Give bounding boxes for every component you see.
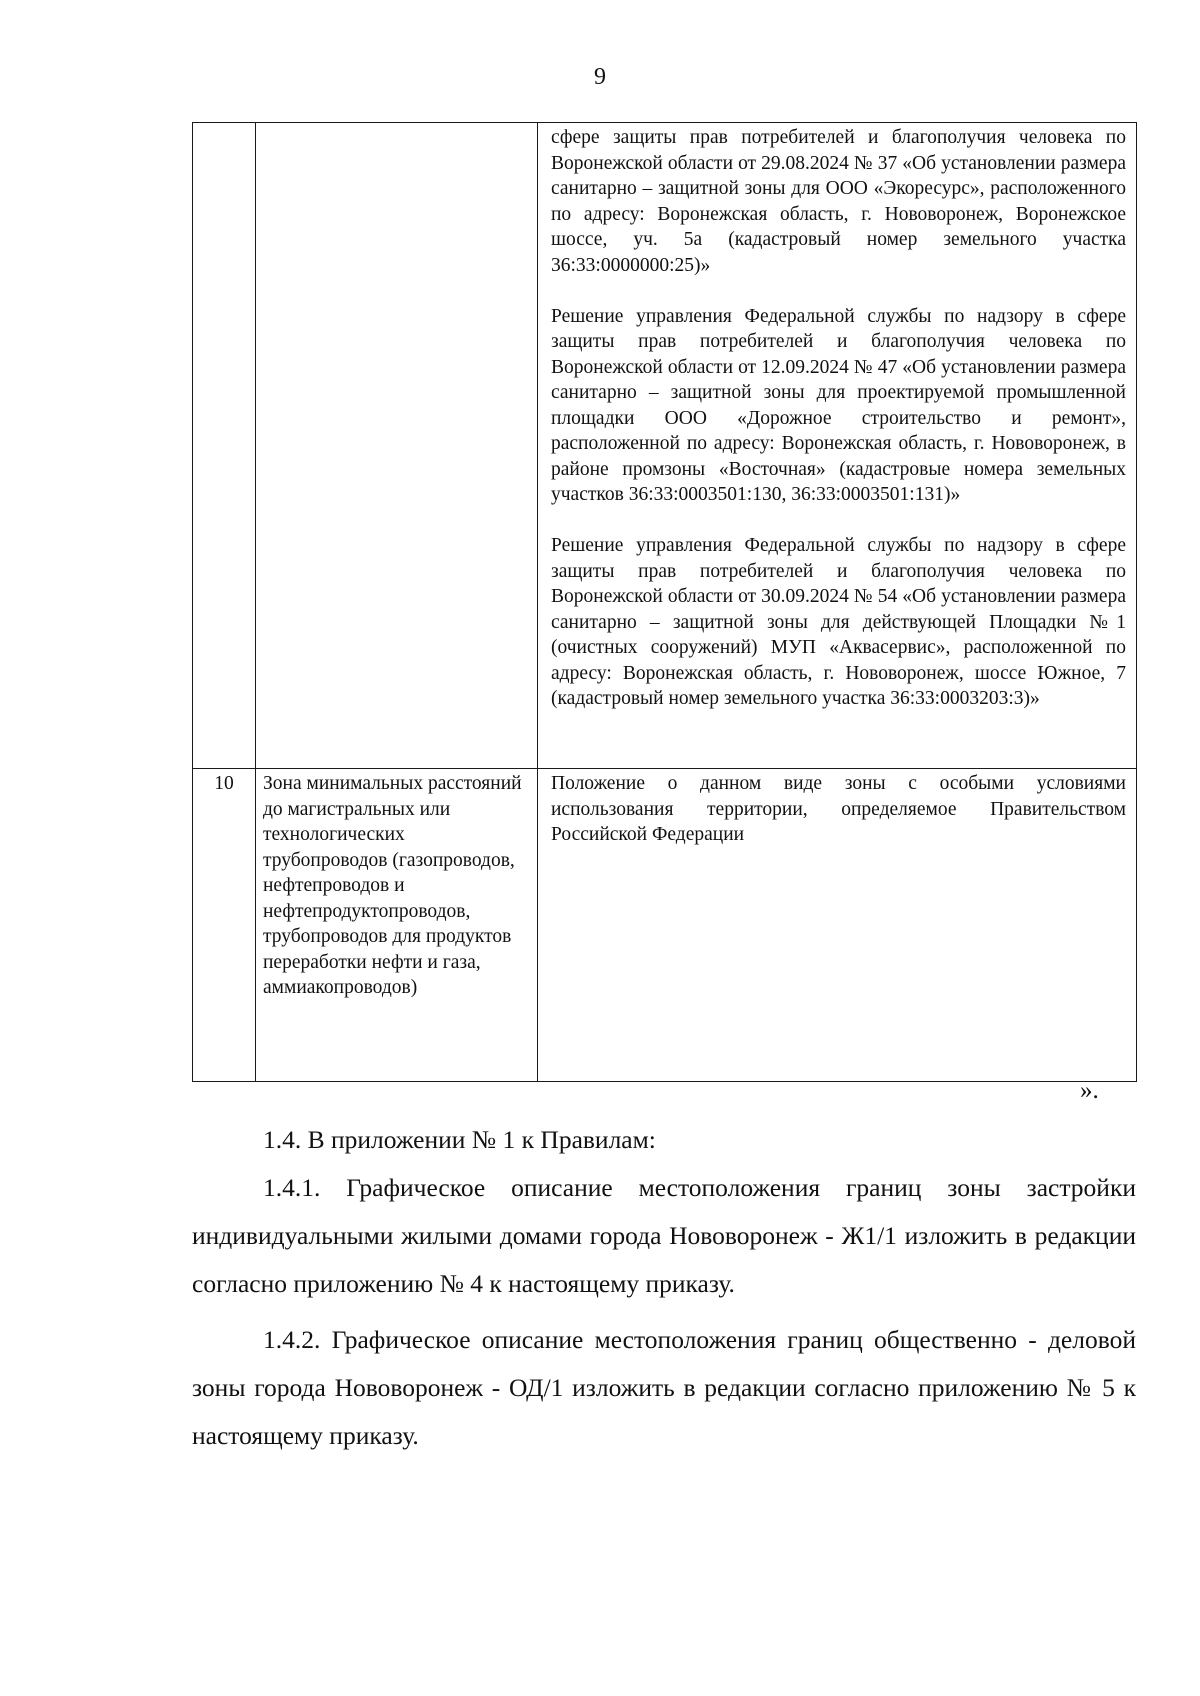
table-row-continued bbox=[193, 123, 1137, 769]
decision-paragraph: Решение управления Федеральной службы по надзору в сфере защиты прав потребителей и благополучия человека по Воронежской области от 12.09.2024 № 47 «Об установлении размера санитарно – защитной зоны для проектируемой промышленной площадки ООО «Дорожное строительство и ремонт», расположенной по адресу: Воронежская область, г. Нововоронеж, в районе промзоны «Восточная» (кадастровые номера земельных участков 36:33:0003501:130, 36:33:0003501:131)» bbox=[551, 305, 1126, 505]
decision-paragraph: сфере защиты прав потребителей и благополучия человека по Воронежской области от 29.08.2024 № 37 «Об установлении размера санитарно – защитной зоны для ООО «Экоресурс», расположенного по адресу: Воронежская область, г. Нововоронеж, Воронежское шоссе, уч. 5а (кадастровый номер земельного участка 36:33:0000000:25)» bbox=[551, 127, 1126, 276]
body-text bbox=[192, 1116, 1136, 1460]
zone-name-cell: Зона минимальных расстояний до магистральных или технологических трубопроводов (газопроводов, нефтепроводов и нефтепродуктопроводов, трубопроводов для продуктов переработки нефти и газа, аммиакопроводов) bbox=[256, 769, 538, 1082]
page-number: 9 bbox=[594, 64, 606, 90]
legal-basis-cell bbox=[538, 123, 1137, 769]
decision-paragraph: Решение управления Федеральной службы по надзору в сфере защиты прав потребителей и благополучия человека по Воронежской области от 30.09.2024 № 54 «Об установлении размера санитарно – защитной зоны для действующей Площадки №1 (очистных сооружений) МУП «Аквасервис», расположенной по адресу: Воронежская область, г. Нововоронеж, шоссе Южное, 7 (кадастровый номер земельного участка 36:33:0003203:3)» bbox=[551, 535, 1126, 709]
row-number-cell bbox=[193, 123, 256, 769]
closing-quote-mark: ». bbox=[1080, 1077, 1099, 1104]
row-number-cell: 10 bbox=[193, 769, 256, 1082]
zones-table bbox=[192, 122, 1137, 1082]
decision-paragraph: Положение о данном виде зоны с особыми условиями использования территории, определяемое Правительством Российской Федерации bbox=[551, 773, 1126, 845]
legal-basis-cell bbox=[538, 769, 1137, 1082]
body-paragraph-1-4: 1.4. В приложении № 1 к Правилам: bbox=[263, 1125, 656, 1154]
table-row-10 bbox=[193, 769, 1137, 1082]
zone-name-cell bbox=[256, 123, 538, 769]
body-paragraph-1-4-1: 1.4.1. Графическое описание местоположения границ зоны застройки индивидуальными жилыми домами города Нововоронеж - Ж1/1 изложить в редакции согласно приложению № 4 к настоящему приказу. bbox=[192, 1173, 1136, 1298]
body-paragraph-1-4-2: 1.4.2. Графическое описание местоположения границ общественно - деловой зоны города Нововоронеж - ОД/1 изложить в редакции согласно приложению № 5 к настоящему приказу. bbox=[192, 1325, 1136, 1450]
